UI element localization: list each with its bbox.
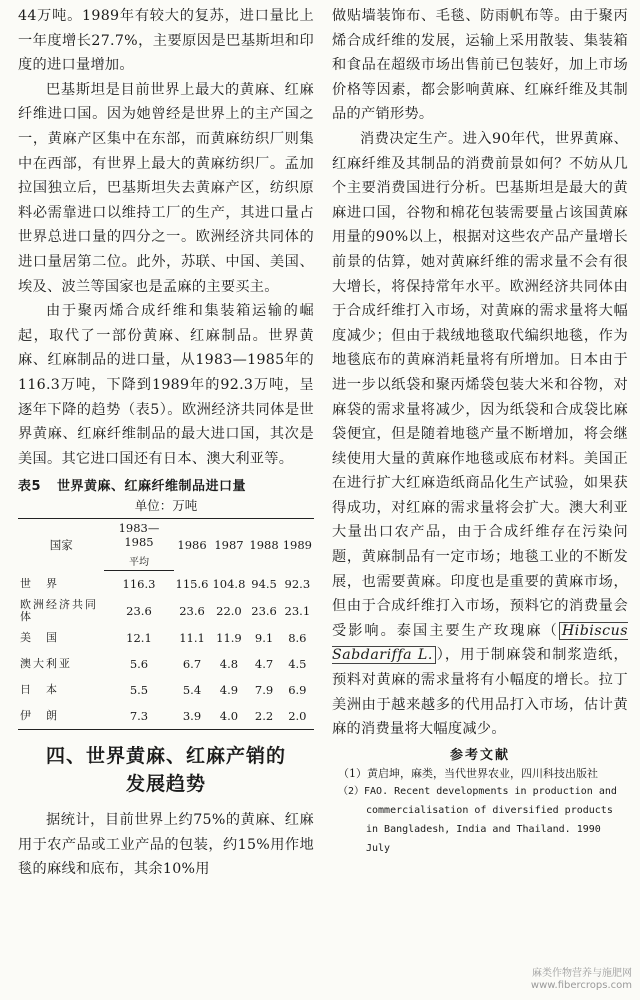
cell-value: 4.9 xyxy=(219,683,239,698)
paragraph-market-factors: 做贴墙装饰布、毛毯、防雨帆布等。由于聚丙烯合成纤维的发展，运输上采用散装、集装箱和食品在超级市场出售前已包装好，加上市场价格等因素，都会影响黄麻、红麻纤维及其制品的产销形势。 xyxy=(332,8,628,123)
cell-value: 7.9 xyxy=(254,683,274,698)
right-column xyxy=(332,4,628,858)
cell-value: 9.1 xyxy=(254,631,274,646)
table-row xyxy=(18,677,314,703)
row-country: 伊 朗 xyxy=(18,703,104,730)
cell-value: 6.9 xyxy=(288,683,307,698)
cell-value: 5.4 xyxy=(182,683,202,698)
row-country: 澳大利亚 xyxy=(20,657,72,671)
cell-value: 5.5 xyxy=(129,683,149,698)
table-row xyxy=(18,625,314,651)
references-heading: 参考文献 xyxy=(449,747,510,763)
section-heading-line2: 发展趋势 xyxy=(125,773,206,796)
header-avg-years: 1983—1985 xyxy=(104,519,173,552)
cell-value: 4.5 xyxy=(288,657,307,672)
cell-value: 4.7 xyxy=(254,657,274,672)
header-year: 1989 xyxy=(281,519,314,571)
paragraph-consumption-outlook xyxy=(332,127,628,742)
table-unit: 单位：万吨 xyxy=(134,498,198,514)
cell-value: 4.0 xyxy=(210,703,247,730)
paragraph-import-decline: 由于聚丙烯合成纤维和集装箱运输的崛起，取代了一部份黄麻、红麻制品。世界黄麻、红麻制品的进口量，从1983—1985年的116.3万吨，下降到1989年的92.3万吨，呈逐年下降的趋势（表5）。欧洲经济共同体是世界黄麻、红麻纤维制品的最大进口国，其次是美国。其它进口国还有日本、澳大利亚等。 xyxy=(18,303,314,467)
table-number: 表5 xyxy=(18,479,42,495)
cell-value: 8.6 xyxy=(288,631,307,646)
row-country: 日 本 xyxy=(20,683,59,697)
cell-value: 22.0 xyxy=(216,604,242,619)
header-avg-label: 平均 xyxy=(104,551,173,571)
paragraph-pakistan: 巴基斯坦是目前世界上最大的黄麻、红麻纤维进口国。因为她曾经是世界上的主产国之一，黄麻产区集中在东部，而黄麻纺织厂则集中在西部，有世界上最大的黄麻纺织厂。孟加拉国独立后，巴基斯坦失去黄麻产区，纺织原料必需靠进口以维持工厂的生产，其进口量占世界总进口量的四分之一。欧洲经济共同体的进口量居第二位。此外，苏联、中国、美国、埃及、波兰等国家也是孟麻的主要买主。 xyxy=(18,81,314,295)
section-heading xyxy=(18,742,314,798)
table-caption: 世界黄麻、红麻纤维制品进口量 xyxy=(57,479,247,495)
watermark-line: 麻类作物营养与施肥网 xyxy=(532,968,632,979)
cell-value: 23.1 xyxy=(284,604,311,619)
row-country: 欧洲经济共同体 xyxy=(20,598,98,624)
row-country: 世 界 xyxy=(20,577,59,591)
cell-value: 7.3 xyxy=(104,703,173,730)
site-watermark xyxy=(531,968,632,992)
cell-value: 23.6 xyxy=(126,604,152,619)
header-year: 1986 xyxy=(174,519,211,571)
paragraph-usage-stats: 据统计，目前世界上约75%的黄麻、红麻用于农产品或工业产品的包装，约15%用作地毯的麻线和底布，其余10%用 xyxy=(18,812,314,878)
latin-species-name: Hibiscus Sabdariffa L. xyxy=(332,622,628,664)
cell-value: 23.6 xyxy=(179,604,205,619)
header-year: 1987 xyxy=(210,519,247,571)
left-column xyxy=(18,4,314,882)
cell-value: 6.7 xyxy=(182,657,202,672)
section-heading-line1: 四、世界黄麻、红麻产销的 xyxy=(45,745,286,768)
table-row xyxy=(18,651,314,677)
cell-value: 4.8 xyxy=(219,657,239,672)
cell-value: 116.3 xyxy=(122,577,156,592)
cell-value: 92.3 xyxy=(284,577,311,592)
cell-value: 104.8 xyxy=(212,577,246,592)
cell-value: 3.9 xyxy=(174,703,211,730)
cell-value: 23.6 xyxy=(251,604,277,619)
consumption-text: 消费决定生产。进入90年代，世界黄麻、红麻纤维及其制品的消费前景如何？不妨从几个主要消费国进行分析。巴基斯坦是最大的黄麻进口国，谷物和棉花包装需要量占该国黄麻用量的90%以上，根据对这些农产品产量增长前景的估算，她对黄麻纤维的需求量不会有很大增长，将保持常年水平。欧洲经济共同体由于合成纤维打入市场，对黄麻的需求量将大幅度减少；但由于栽绒地毯取代编织地毯，作为地毯底布的黄麻消耗量将有所增加。日本由于进一步以纸袋和聚丙烯袋包装大米和谷物，对麻袋的需求量将减少，因为纸袋和合成袋比麻袋便宜，但是随着地毯产量不断增加，将会继续使用大量的黄麻作地毯或底布材料。美国正在进行扩大红麻造纸商品化生产试验，如果获得成功，对红麻的需求量将会扩大。澳大利亚大量出口农产品，由于合成纤维存在污染问题，黄麻制品有一定市场；地毯工业的不断发展，也需要黄麻。印度也是重要的黄麻市场，但由于合成纤维打入市场，预料它的消费量会受影响。泰国主要生产玫瑰麻（ xyxy=(332,130,628,639)
table-row xyxy=(18,597,314,625)
cell-value: 5.6 xyxy=(129,657,149,672)
header-country: 国家 xyxy=(18,519,104,571)
table-title xyxy=(18,475,314,494)
paragraph-import-recovery: 44万吨。1989年有较大的复苏，进口量比上一年度增长27.7%，主要原因是巴基斯坦和印度的进口量增加。 xyxy=(18,8,314,74)
cell-value: 2.2 xyxy=(247,703,280,730)
cell-value: 2.0 xyxy=(281,703,314,730)
cell-value: 115.6 xyxy=(175,577,209,592)
cell-value: 94.5 xyxy=(251,577,277,592)
cell-value: 11.1 xyxy=(179,631,205,646)
table-row xyxy=(18,571,314,598)
consumption-text-end: ），用于制麻袋和制浆造纸，预料对黄麻的需求量将有小幅度的增长。拉丁美洲由于越来越多的代用品打入市场，估计黄麻的消费量将大幅度减少。 xyxy=(332,647,628,738)
header-year: 1988 xyxy=(247,519,280,571)
watermark-url: www.fibercrops.com xyxy=(530,980,632,991)
reference-item: （2）FAO. Recent developments in production and commercialisation of diversified products in Bangladesh, India and Thailand. 1990 July xyxy=(338,785,617,854)
cell-value: 11.9 xyxy=(216,631,242,646)
table-row xyxy=(18,703,314,730)
reference-item: （1）黄启坤，麻类，当代世界农业，四川科技出版社 xyxy=(338,766,598,780)
cell-value: 12.1 xyxy=(126,631,152,646)
import-table xyxy=(18,518,314,730)
row-country: 美 国 xyxy=(20,631,59,645)
